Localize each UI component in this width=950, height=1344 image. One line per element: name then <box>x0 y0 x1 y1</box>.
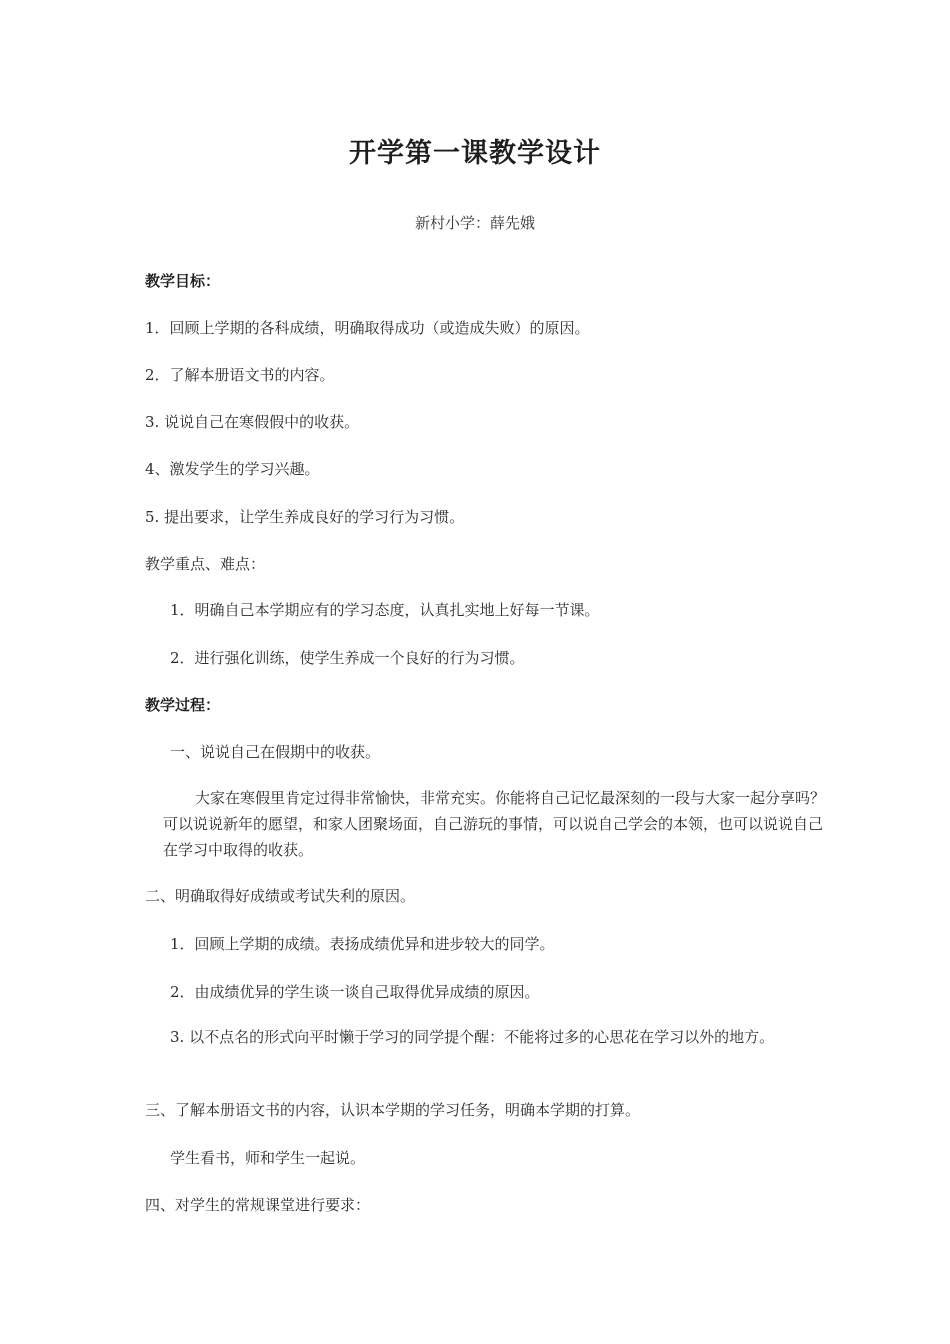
goals-heading: 教学目标： <box>145 272 221 290</box>
key-point-item: 2．进行强化训练，使学生养成一个良好的行为习惯。 <box>170 649 525 667</box>
section-item: 1．回顾上学期的成绩。表扬成绩优异和进步较大的同学。 <box>170 935 555 953</box>
author-line: 新村小学：薛先娥 <box>414 214 535 232</box>
section-paragraph: 学生看书，师和学生一起说。 <box>170 1149 366 1167</box>
process-heading: 教学过程： <box>145 696 221 714</box>
document-title: 开学第一课教学设计 <box>349 138 601 169</box>
goal-item: 1．回顾上学期的各科成绩，明确取得成功（或造成失败）的原因。 <box>145 319 590 337</box>
section-item: 2．由成绩优异的学生谈一谈自己取得优异成绩的原因。 <box>170 983 540 1001</box>
section-title: 一、说说自己在假期中的收获。 <box>170 743 381 761</box>
section-title: 三、了解本册语文书的内容，认识本学期的学习任务，明确本学期的打算。 <box>145 1101 641 1119</box>
goal-item: 2．了解本册语文书的内容。 <box>145 366 335 384</box>
goal-item: 3. 说说自己在寒假假中的收获。 <box>145 413 360 431</box>
section-title: 四、对学生的常规课堂进行要求： <box>145 1196 371 1214</box>
goal-item: 4、激发学生的学习兴趣。 <box>145 460 320 478</box>
key-points-heading: 教学重点、难点： <box>145 555 266 573</box>
section-title: 二、明确取得好成绩或考试失利的原因。 <box>145 887 416 905</box>
goal-item: 5. 提出要求，让学生养成良好的学习行为习惯。 <box>145 508 465 526</box>
section-item: 3. 以不点名的形式向平时懒于学习的同学提个醒：不能将过多的心思花在学习以外的地方。 <box>170 1028 775 1046</box>
key-point-item: 1．明确自己本学期应有的学习态度，认真扎实地上好每一节课。 <box>170 601 600 619</box>
section-paragraph: 大家在寒假里肯定过得非常愉快，非常充实。你能将自己记忆最深刻的一段与大家一起分享吗？可以说说新年的愿望，和家人团聚场面，自己游玩的事情，可以说自己学会的本领，也可以说说自己在学习中取得的收获。 <box>163 789 826 859</box>
